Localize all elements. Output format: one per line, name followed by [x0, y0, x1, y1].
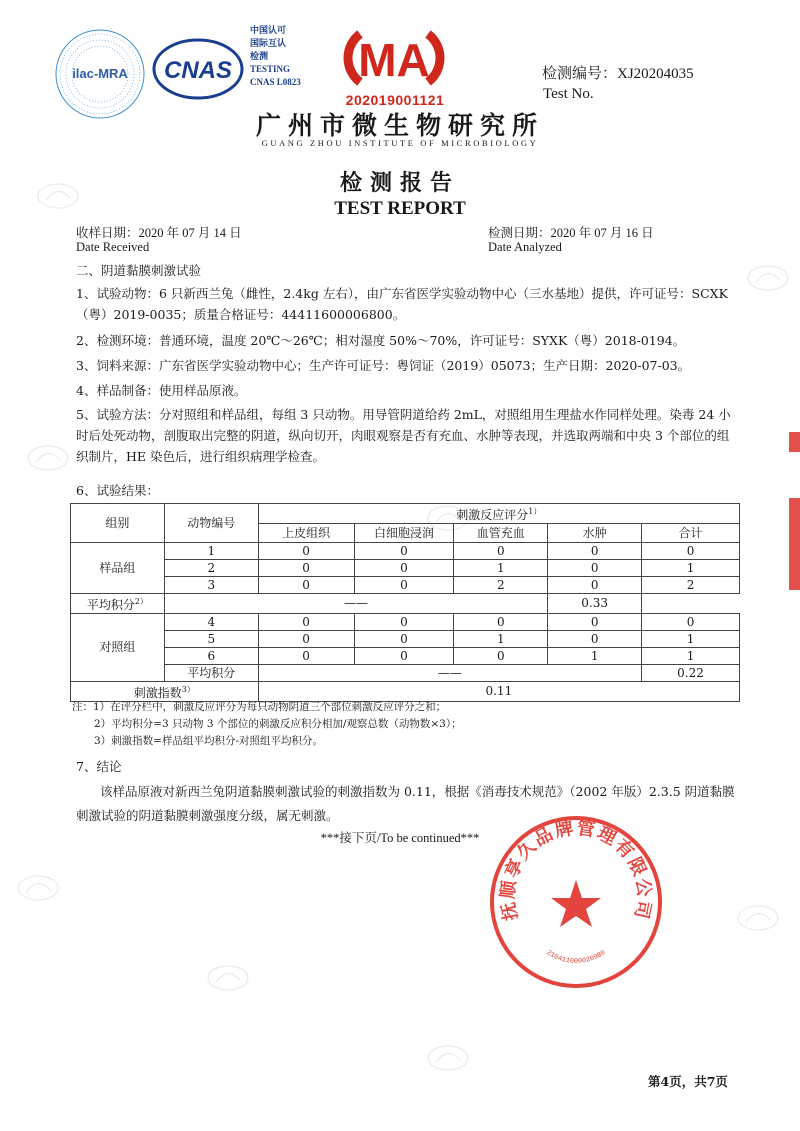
svg-text:2104110000209B0 [545, 949, 608, 966]
cell: 0 [354, 577, 454, 594]
edge-mark [789, 498, 800, 590]
cnas-en-line: TESTING [250, 64, 291, 74]
cell: 0 [258, 560, 354, 577]
stamp-text: 抚顺享久品牌管理有限公司 [497, 817, 655, 923]
continued-note: ***接下页/To be continued*** [320, 831, 480, 845]
institute-name-cn: 广州市微生物研究所 [255, 111, 544, 140]
watermark-logo-icon [740, 260, 796, 296]
index-label: 刺激指数 [133, 686, 182, 700]
cell: 0 [548, 560, 642, 577]
dash-cell: —— [164, 594, 547, 614]
date-received-label-en: Date Received [76, 240, 150, 254]
institute-name-en: GUANG ZHOU INSTITUTE OF MICROBIOLOGY [261, 138, 539, 148]
cell: 0 [642, 543, 740, 560]
cell: 1 [164, 543, 258, 560]
cell: 3 [164, 577, 258, 594]
cnas-accreditation-text [250, 24, 330, 89]
table-row-average [71, 665, 740, 682]
control-average-value: 0.22 [642, 665, 740, 682]
cell: 1 [454, 560, 548, 577]
cell: 0 [354, 631, 454, 648]
cell: 1 [642, 648, 740, 665]
cell: 0 [354, 614, 454, 631]
table-row [71, 543, 740, 560]
footnote-ref: 3） [181, 685, 195, 694]
subheader-epithelium: 上皮组织 [258, 524, 354, 543]
cell: 1 [642, 631, 740, 648]
cell: 0 [354, 648, 454, 665]
results-table [70, 503, 740, 702]
cell: 0 [548, 631, 642, 648]
paragraph-feed: 3、饲料来源：广东省医学实验动物中心；生产许可证号：粤饲证（2019）05073；生产日期：2020-07-03。 [76, 358, 691, 373]
cell: 2 [164, 560, 258, 577]
cell: 0 [454, 614, 548, 631]
cell: 2 [454, 577, 548, 594]
watermark-logo-icon [20, 440, 76, 476]
date-analyzed-label-en: Date Analyzed [488, 240, 562, 254]
subheader-leukocyte: 白细胞浸润 [354, 524, 454, 543]
cell: 1 [642, 560, 740, 577]
ilac-text: ilac-MRA [72, 66, 128, 81]
test-number-label-en: Test No. [543, 86, 594, 102]
note-1: 注：1）在评分栏中，刺激反应评分为每只动物阴道三个部位刺激反应评分之和； [72, 701, 447, 713]
cell: 6 [164, 648, 258, 665]
paragraph-results: 6、试验结果： [76, 483, 159, 498]
subheader-total: 合计 [642, 524, 740, 543]
table-row [71, 648, 740, 665]
test-number: 检测编号：XJ20204035 [542, 66, 694, 82]
table-row [71, 577, 740, 594]
cnas-cn-line: 中国认可 [250, 25, 287, 35]
subheader-edema: 水肿 [548, 524, 642, 543]
cell: 0 [354, 560, 454, 577]
group-sample: 样品组 [71, 543, 165, 594]
header-score [258, 504, 739, 524]
cell: 0 [354, 543, 454, 560]
section-title: 二、阴道黏膜刺激试验 [76, 263, 202, 278]
subheader-vascular: 血管充血 [454, 524, 548, 543]
cnas-logo-icon [152, 38, 244, 100]
watermark-logo-icon [10, 870, 66, 906]
cma-text: MA [358, 34, 430, 86]
cell: 0 [258, 543, 354, 560]
cell: 0 [258, 631, 354, 648]
conclusion-text: 该样品原液对新西兰兔阴道黏膜刺激试验的刺激指数为 0.11，根据《消毒技术规范》（2002 年版）2.3.5 阴道黏膜刺激试验的阴道黏膜刺激强度分级，属无刺激。 [76, 784, 735, 823]
cma-number: 202019001121 [345, 92, 445, 108]
irritation-index-value: 0.11 [258, 682, 739, 702]
date-analyzed: 检测日期：2020 年 07 月 16 日 [488, 226, 654, 240]
cell: 0 [548, 614, 642, 631]
cell: 0 [548, 543, 642, 560]
table-row-average [71, 594, 740, 614]
company-stamp-icon [486, 812, 666, 992]
footnote-ref: 1） [528, 507, 542, 516]
note-3: 3）刺激指数=样品组平均积分-对照组平均积分。 [94, 735, 324, 747]
cell: 0 [258, 614, 354, 631]
cnas-text: CNAS [163, 57, 233, 84]
cell: 1 [454, 631, 548, 648]
header-group: 组别 [71, 504, 165, 543]
watermark-logo-icon [200, 960, 256, 996]
cell: 4 [164, 614, 258, 631]
table-row [71, 560, 740, 577]
sample-average-label [71, 594, 165, 614]
sample-average-value: 0.33 [548, 594, 642, 614]
cell: 5 [164, 631, 258, 648]
cell: 0 [454, 648, 548, 665]
dash-cell: —— [258, 665, 641, 682]
cell: 1 [548, 648, 642, 665]
watermark-logo-icon [730, 900, 786, 936]
cnas-en-line: CNAS L0823 [250, 77, 301, 87]
report-title-en: TEST REPORT [334, 198, 466, 219]
paragraph-animals: 1、试验动物：6 只新西兰兔（雌性，2.4kg 左右），由广东省医学实验动物中心（三水基地）提供，许可证号：SCXK（粤）2019-0035；质量合格证号：44411600006800。 [76, 286, 728, 322]
paragraph-sample-prep: 4、样品制备：使用样品原液。 [76, 383, 247, 398]
cnas-cn-line: 检测 [250, 51, 269, 61]
conclusion-title: 7、结论 [76, 759, 122, 774]
page-number: 第4页，共7页 [648, 1074, 728, 1089]
date-received: 收样日期：2020 年 07 月 14 日 [76, 226, 242, 240]
note-2: 2）平均积分=3 只动物 3 个部位的刺激反应积分相加/观察总数（动物数×3）； [94, 718, 462, 730]
stamp-number: 2104110000209B0 [544, 949, 608, 966]
average-label: 平均积分 [86, 598, 135, 612]
paragraph-environment: 2、检测环境：普通环境，温度 20℃～26℃；相对湿度 50%～70%，许可证号：SYXK（粤）2018-0194。 [76, 333, 686, 348]
header-score-label: 刺激反应评分 [456, 508, 529, 522]
control-average-label: 平均积分 [164, 665, 258, 682]
cell: 0 [454, 543, 548, 560]
report-title-cn: 检测报告 [339, 170, 460, 196]
cma-logo-icon [330, 26, 458, 90]
paragraph-method: 5、试验方法：分对照组和样品组，每组 3 只动物。用导管阴道给药 2mL，对照组用生理盐水作同样处理。染毒 24 小时后处死动物，剖腹取出完整的阴道，纵向切开，肉眼观察是否有充血、水肿等表现，并选取两端和中央 3 个部位的组织制片，HE 染色后，进行组织病理学检查。 [76, 407, 731, 464]
cell: 0 [258, 648, 354, 665]
cell: 0 [642, 614, 740, 631]
header-animal-id: 动物编号 [164, 504, 258, 543]
cell: 2 [642, 577, 740, 594]
table-row [71, 614, 740, 631]
table-header-row [71, 504, 740, 524]
cnas-cn-line: 国际互认 [250, 38, 287, 48]
cell: 0 [548, 577, 642, 594]
group-control: 对照组 [71, 614, 165, 682]
watermark-logo-icon [420, 1040, 476, 1076]
table-row [71, 631, 740, 648]
cell: 0 [258, 577, 354, 594]
edge-mark [789, 432, 800, 452]
footnote-ref: 2） [134, 597, 148, 606]
